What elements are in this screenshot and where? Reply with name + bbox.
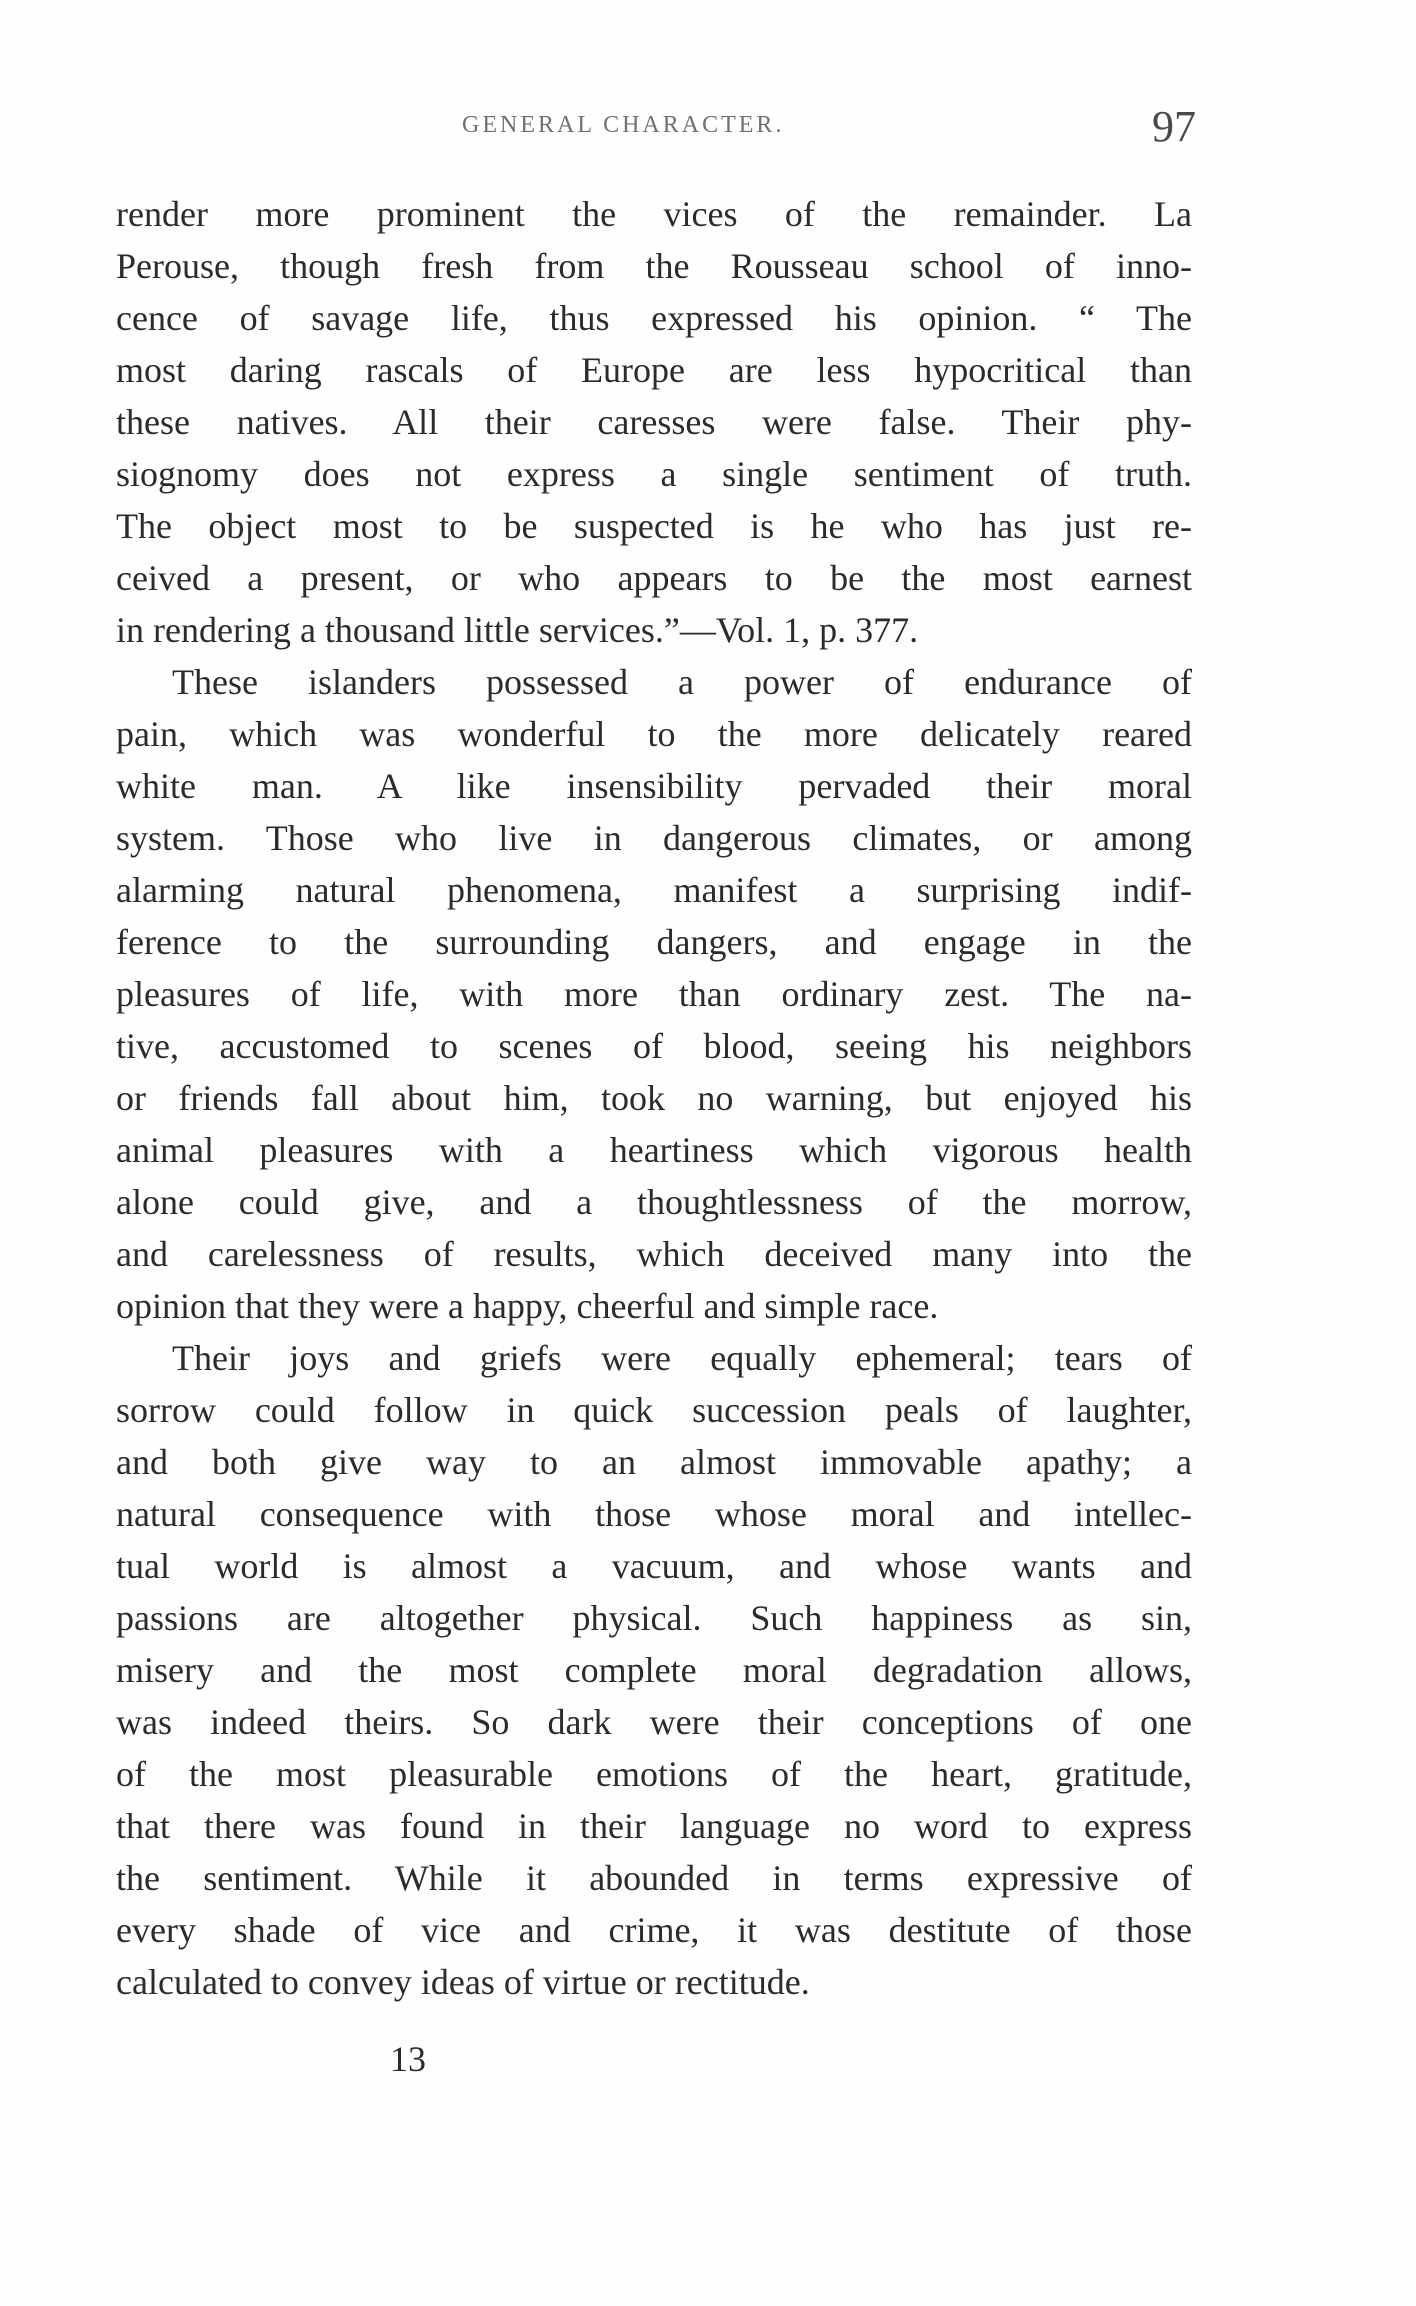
paragraph-start-line: These islanders possessed a power of endurance of	[172, 662, 1192, 702]
text-line: every shade of vice and crime, it was destitute of those	[116, 1910, 1192, 1950]
text-line: tual world is almost a vacuum, and whose wants and	[116, 1546, 1192, 1586]
text-line: or friends fall about him, took no warning, but enjoyed his	[116, 1078, 1192, 1118]
text-line: was indeed theirs. So dark were their conceptions of one	[116, 1702, 1192, 1742]
text-line: Perouse, though fresh from the Rousseau school of inno-	[116, 246, 1192, 286]
text-line: ceived a present, or who appears to be the most earnest	[116, 558, 1192, 598]
text-line: the sentiment. While it abounded in terms expressive of	[116, 1858, 1192, 1898]
text-line: ference to the surrounding dangers, and engage in the	[116, 922, 1192, 962]
text-line: most daring rascals of Europe are less hypocritical than	[116, 350, 1192, 390]
text-line: that there was found in their language no word to express	[116, 1806, 1192, 1846]
text-line: pleasures of life, with more than ordinary zest. The na-	[116, 974, 1192, 1014]
page-number: 97	[1152, 102, 1196, 151]
text-line: animal pleasures with a heartiness which vigorous health	[116, 1130, 1192, 1170]
text-line: alarming natural phenomena, manifest a surprising indif-	[116, 870, 1192, 910]
text-line: The object most to be suspected is he who has just re-	[116, 506, 1192, 546]
signature-mark: 13	[390, 2039, 426, 2079]
text-line: passions are altogether physical. Such happiness as sin,	[116, 1598, 1192, 1638]
text-line: natural consequence with those whose moral and intellec-	[116, 1494, 1192, 1534]
text-line: opinion that they were a happy, cheerful and simple race.	[116, 1286, 939, 1326]
text-line: sorrow could follow in quick succession peals of laughter,	[116, 1390, 1192, 1430]
text-line: in rendering a thousand little services.”—Vol. 1, p. 377.	[116, 610, 919, 650]
text-line: system. Those who live in dangerous climates, or among	[116, 818, 1192, 858]
text-line: and carelessness of results, which deceived many into the	[116, 1234, 1192, 1274]
text-line: white man. A like insensibility pervaded their moral	[116, 766, 1192, 806]
paragraph-start-line: Their joys and griefs were equally ephemeral; tears of	[172, 1338, 1192, 1378]
text-line: calculated to convey ideas of virtue or rectitude.	[116, 1962, 810, 2002]
text-line: siognomy does not express a single sentiment of truth.	[116, 454, 1192, 494]
text-line: render more prominent the vices of the remainder. La	[116, 194, 1192, 234]
text-line: of the most pleasurable emotions of the heart, gratitude,	[116, 1754, 1192, 1794]
text-line: alone could give, and a thoughtlessness of the morrow,	[116, 1182, 1192, 1222]
text-line: cence of savage life, thus expressed his opinion. “ The	[116, 298, 1192, 338]
running-head-title: GENERAL CHARACTER.	[462, 112, 785, 138]
text-line: and both give way to an almost immovable apathy; a	[116, 1442, 1192, 1482]
text-line: these natives. All their caresses were false. Their phy-	[116, 402, 1192, 442]
text-line: pain, which was wonderful to the more delicately reared	[116, 714, 1192, 754]
text-line: misery and the most complete moral degradation allows,	[116, 1650, 1192, 1690]
text-line: tive, accustomed to scenes of blood, seeing his neighbors	[116, 1026, 1192, 1066]
body-text	[116, 188, 1192, 2008]
